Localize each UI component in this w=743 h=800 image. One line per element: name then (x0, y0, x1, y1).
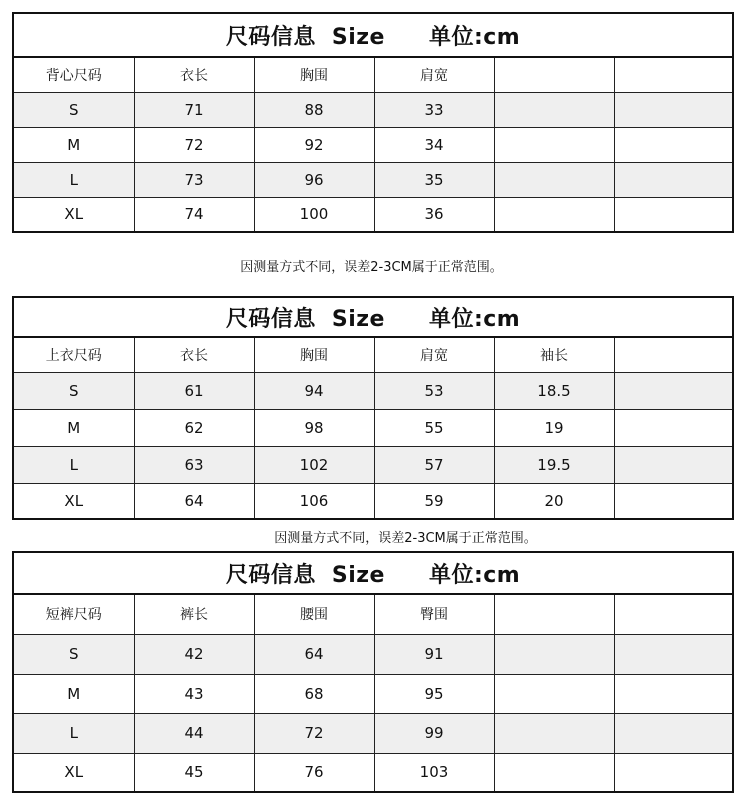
value-cell: 96 (254, 162, 374, 197)
title-size: Size (331, 562, 385, 588)
title-size: Size (331, 306, 385, 332)
value-cell: 98 (254, 409, 374, 446)
header-cell (614, 337, 733, 372)
header-cell: 胸围 (254, 57, 374, 92)
vest-table-title (13, 13, 733, 57)
value-cell: 100 (254, 197, 374, 232)
value-cell (614, 409, 733, 446)
header-cell: 裤长 (134, 594, 254, 634)
measurement-note: 因测量方式不同，误差2-3CM属于正常范围。 (240, 260, 503, 275)
table-row (13, 162, 733, 197)
value-cell: 76 (254, 753, 374, 792)
table-row (13, 372, 733, 409)
value-cell (494, 674, 614, 713)
value-cell (614, 162, 733, 197)
value-cell: 64 (134, 483, 254, 519)
value-cell: 106 (254, 483, 374, 519)
title-size: Size (331, 24, 385, 50)
value-cell: 42 (134, 634, 254, 674)
value-cell: 103 (374, 753, 494, 792)
shorts-table-title (13, 552, 733, 594)
title-unit: 单位:cm (428, 306, 521, 332)
header-cell: 胸围 (254, 337, 374, 372)
value-cell: 92 (254, 127, 374, 162)
value-cell: 102 (254, 446, 374, 483)
table-row (13, 713, 733, 753)
table-row (13, 197, 733, 232)
value-cell (614, 634, 733, 674)
size-cell: XL (13, 483, 134, 519)
value-cell (494, 162, 614, 197)
table-row (13, 92, 733, 127)
size-cell: L (13, 713, 134, 753)
value-cell (494, 92, 614, 127)
value-cell: 44 (134, 713, 254, 753)
value-cell (614, 197, 733, 232)
value-cell: 62 (134, 409, 254, 446)
value-cell: 73 (134, 162, 254, 197)
size-cell: L (13, 162, 134, 197)
measurement-note: 因测量方式不同，误差2-3CM属于正常范围。 (274, 531, 537, 546)
value-cell (614, 372, 733, 409)
table-row (13, 753, 733, 792)
header-cell (494, 57, 614, 92)
value-cell: 64 (254, 634, 374, 674)
value-cell (494, 197, 614, 232)
value-cell (614, 446, 733, 483)
value-cell: 20 (494, 483, 614, 519)
size-cell: S (13, 372, 134, 409)
table-row (13, 634, 733, 674)
value-cell (614, 674, 733, 713)
value-cell: 94 (254, 372, 374, 409)
value-cell (614, 483, 733, 519)
value-cell: 88 (254, 92, 374, 127)
header-cell (494, 594, 614, 634)
value-cell: 99 (374, 713, 494, 753)
header-cell: 肩宽 (374, 337, 494, 372)
shorts-size-table (12, 551, 734, 793)
value-cell: 53 (374, 372, 494, 409)
value-cell: 71 (134, 92, 254, 127)
value-cell: 34 (374, 127, 494, 162)
header-cell: 背心尺码 (13, 57, 134, 92)
table-row (13, 409, 733, 446)
value-cell (494, 127, 614, 162)
value-cell: 68 (254, 674, 374, 713)
value-cell (494, 713, 614, 753)
header-cell (614, 594, 733, 634)
value-cell: 43 (134, 674, 254, 713)
title-unit: 单位:cm (428, 562, 521, 588)
value-cell (614, 92, 733, 127)
top-table-title (13, 297, 733, 337)
title-cn: 尺码信息 (225, 306, 316, 332)
header-cell: 袖长 (494, 337, 614, 372)
table-row (13, 483, 733, 519)
value-cell: 74 (134, 197, 254, 232)
title-cn: 尺码信息 (225, 24, 316, 50)
top-size-table (12, 296, 734, 520)
header-cell: 肩宽 (374, 57, 494, 92)
size-cell: S (13, 634, 134, 674)
value-cell: 61 (134, 372, 254, 409)
value-cell: 72 (134, 127, 254, 162)
value-cell: 95 (374, 674, 494, 713)
value-cell (494, 753, 614, 792)
size-cell: XL (13, 753, 134, 792)
header-cell: 衣长 (134, 337, 254, 372)
table-row (13, 674, 733, 713)
title-cn: 尺码信息 (225, 562, 316, 588)
value-cell (614, 753, 733, 792)
value-cell: 19 (494, 409, 614, 446)
size-cell: M (13, 674, 134, 713)
value-cell: 33 (374, 92, 494, 127)
header-cell: 短裤尺码 (13, 594, 134, 634)
size-cell: XL (13, 197, 134, 232)
vest-size-table (12, 12, 734, 233)
value-cell: 63 (134, 446, 254, 483)
table-row (13, 127, 733, 162)
value-cell: 91 (374, 634, 494, 674)
top-header-row (13, 337, 733, 372)
value-cell: 59 (374, 483, 494, 519)
header-cell: 上衣尺码 (13, 337, 134, 372)
value-cell: 57 (374, 446, 494, 483)
value-cell: 18.5 (494, 372, 614, 409)
size-cell: L (13, 446, 134, 483)
value-cell (494, 634, 614, 674)
size-cell: M (13, 127, 134, 162)
table-row (13, 446, 733, 483)
header-cell: 臀围 (374, 594, 494, 634)
value-cell: 19.5 (494, 446, 614, 483)
value-cell: 35 (374, 162, 494, 197)
title-unit: 单位:cm (428, 24, 521, 50)
size-cell: M (13, 409, 134, 446)
header-cell: 腰围 (254, 594, 374, 634)
value-cell: 36 (374, 197, 494, 232)
value-cell: 72 (254, 713, 374, 753)
value-cell: 45 (134, 753, 254, 792)
value-cell (614, 127, 733, 162)
value-cell (614, 713, 733, 753)
vest-header-row (13, 57, 733, 92)
size-cell: S (13, 92, 134, 127)
header-cell (614, 57, 733, 92)
value-cell: 55 (374, 409, 494, 446)
header-cell: 衣长 (134, 57, 254, 92)
shorts-header-row (13, 594, 733, 634)
